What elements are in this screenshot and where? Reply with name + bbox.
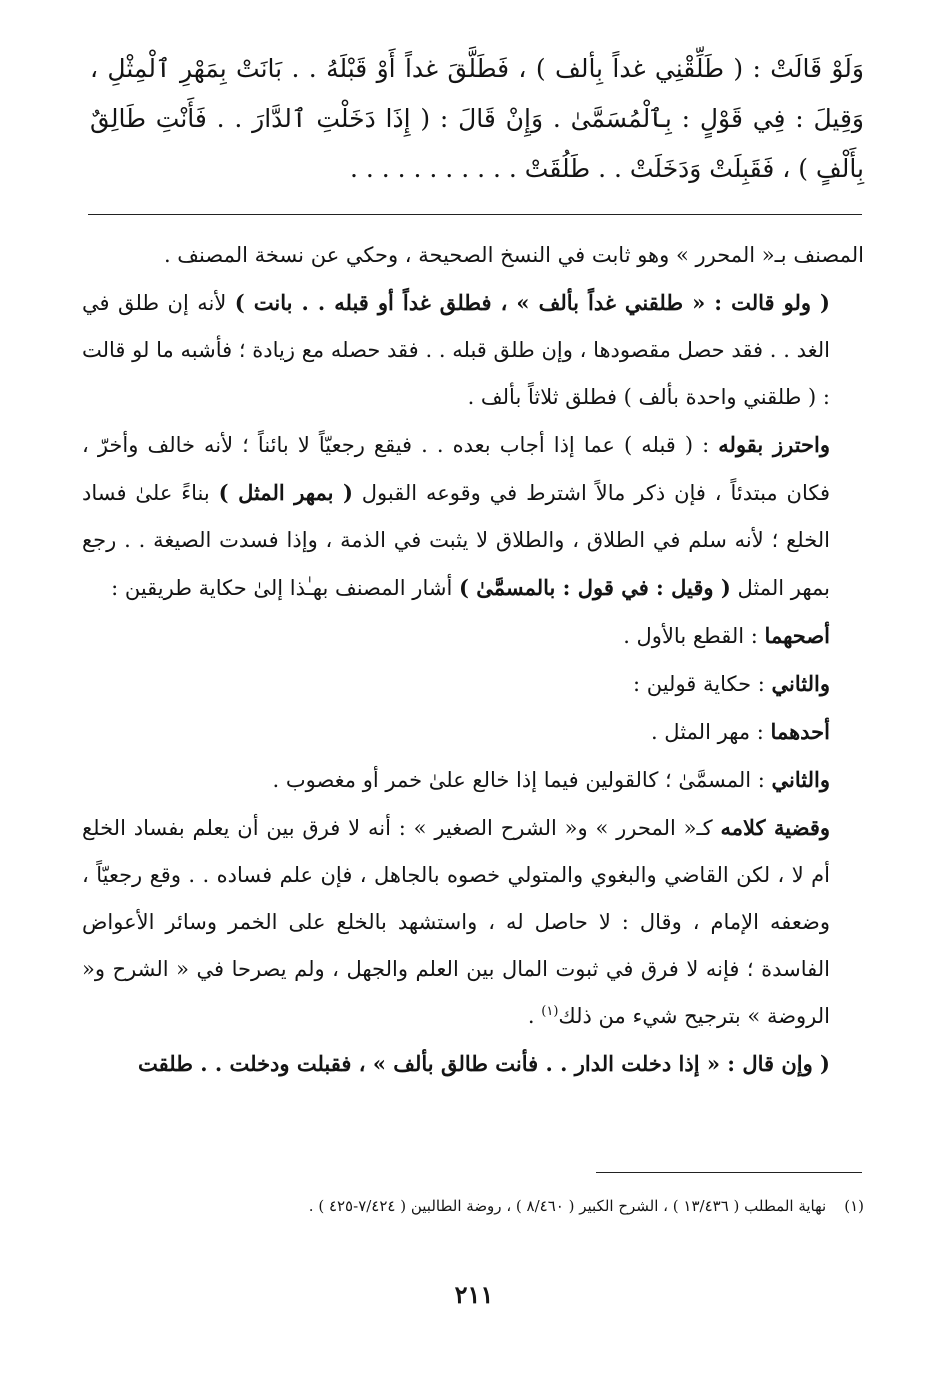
sharh-paragraph-5 — [82, 1040, 864, 1088]
footnote-text: نهاية المطلب ( ١٣/٤٣٦ ) ، الشرح الكبير ( ٨/٤٦٠ ) ، روضة الطالبين ( ٧/٤٢٤-٤٢٥ ) . — [308, 1197, 827, 1215]
item-text: : المسمَّىٰ ؛ كالقولين فيما إذا خالع علىٰ خمر أو مغصوب . — [272, 768, 772, 792]
item-text: : مهر المثل . — [650, 720, 771, 744]
commentary-text: : ( قبله ) عما إذا أجاب بعده . . فيقع رجعيّاً لا بائناً ؛ لأنه خالف وأخرّ ، فكان مبتدئاً ، فإن ذكر مالاً اشترط في وقوعه القبول — [82, 433, 830, 505]
sharh-item-3 — [82, 708, 864, 756]
quoted-matn: ( ولو قالت : « طلقني غداً بألف » ، فطلق غداً أو قبله . . بانت ) — [234, 290, 830, 315]
quoted-matn: ( وإن قال : « إذا دخلت الدار . . فأنت طالق بألف » ، فقبلت ودخلت . . طلقت — [138, 1051, 830, 1076]
matn-separator-line — [88, 214, 862, 215]
sharh-paragraph-2 — [82, 279, 864, 421]
footnote-separator-line — [596, 1172, 862, 1173]
matn-paragraph: وَلَوْ قَالَتْ : ( طَلِّقْنِي غداً بِألف ) ، فَطَلَّقَ غداً أَوْ قَبْلَهُ . . بَانَتْ بِمَهْرِ ٱلْمِثْلِ ، وَقِيلَ : فِي قَوْلٍ : بِٱلْمُسَمَّىٰ . وَإِنْ قَالَ : ( إِذَا دَخَلْتِ ٱلدَّارَ . . فَأَنْتِ طَالِقٌ بِأَلْفٍ ) ، فَقَبِلَتْ وَدَخَلَتْ . . طَلُقَتْ . . . . . . . . . . . — [90, 54, 864, 183]
sharh-paragraph-3 — [82, 421, 864, 612]
sharh-item-1 — [82, 612, 864, 660]
sharh-item-4 — [82, 756, 864, 804]
sharh-paragraph-4 — [82, 804, 864, 1040]
item-text: : حكاية قولين : — [632, 672, 772, 696]
quoted-matn: وقضية كلامه — [720, 815, 830, 840]
sharh-paragraph-1: المصنف بـ« المحرر » وهو ثابت في النسخ الصحيحة ، وحكي عن نسخة المصنف . — [163, 243, 864, 267]
commentary-text: كـ« المحرر » و« الشرح الصغير » : أنه لا فرق بين أن يعلم بفساد الخلع أم لا ، لكن القاضي والبغوي والمتولي خصوه بالجاهل ، فإن علم فساده . . وقع رجعيّاً ، وضعفه الإمام ، وقال : لا حاصل له ، واستشهد بالخلع على الخمر وسائر الأعواض الفاسدة ؛ فإنه لا فرق في ثبوت المال بين العلم والجهل ، ولم يصرحا في « الشرح و« الروضة » بترجيح شيء من ذلك — [82, 816, 830, 1028]
commentary-text: . — [527, 1004, 542, 1028]
footnote — [120, 1192, 864, 1220]
item-text: : القطع بالأول . — [623, 624, 765, 648]
quoted-matn: ( وقيل : في قول : بالمسمَّىٰ ) — [458, 575, 731, 600]
footnote-reference: (١) — [541, 1004, 559, 1019]
matn-text-block — [90, 44, 864, 194]
quoted-matn: ( بمهر المثل ) — [218, 480, 353, 505]
page-number: ٢١١ — [454, 1280, 494, 1309]
commentary-text: أشار المصنف بهـٰذا إلىٰ حكاية طريقين : — [111, 576, 459, 600]
item-heading: أصحهما — [764, 623, 830, 648]
commentary-text: بناءً علىٰ فساد الخلع ؛ لأنه سلم في الطلاق ، والطلاق لا يثبت في الذمة ، وإذا فسدت الصيغة . . رجع بمهر المثل — [82, 481, 831, 600]
footnote-number: (١) — [844, 1197, 864, 1215]
sharh-commentary-block — [82, 232, 864, 1088]
item-heading: والثاني — [771, 767, 830, 792]
commentary-text: لأنه إن طلق في الغد . . فقد حصل مقصودها ، وإن طلق قبله . . فقد حصله مع زيادة ؛ فأشبه ما لو قالت : ( طلقني واحدة بألف ) فطلق ثلاثاً بألف . — [82, 291, 830, 409]
item-heading: والثاني — [771, 671, 830, 696]
item-heading: أحدهما — [770, 719, 830, 744]
quoted-matn: واحترز بقوله — [718, 432, 830, 457]
sharh-item-2 — [82, 660, 864, 708]
